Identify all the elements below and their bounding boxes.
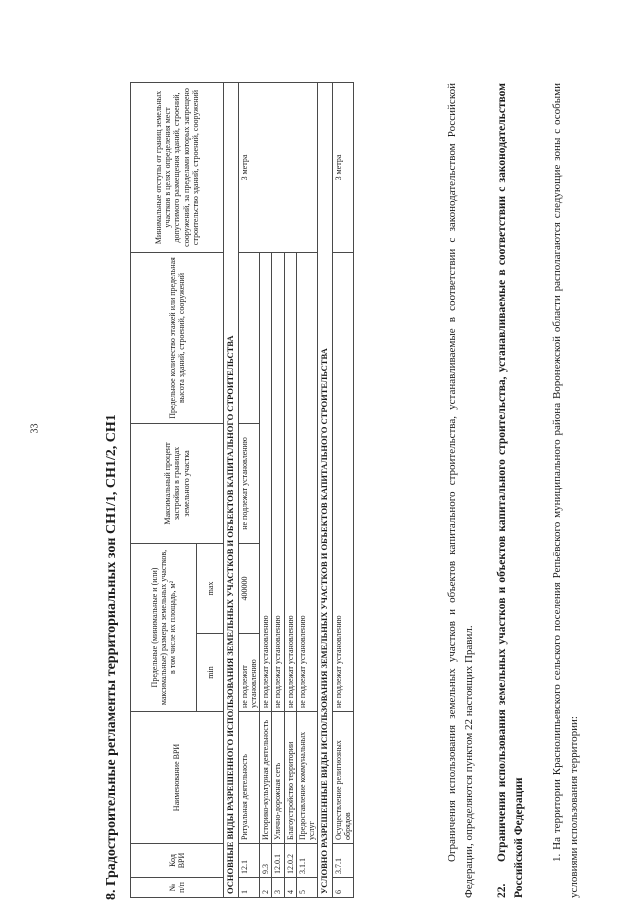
cell-code: 12.1 xyxy=(238,844,259,878)
cell-name: Осуществление религиозных обрядов xyxy=(332,712,353,844)
cell-code: 3.7.1 xyxy=(332,844,353,878)
cell-num: 6 xyxy=(332,878,353,898)
section-row-main xyxy=(224,82,239,897)
section-row-conditional xyxy=(318,82,333,897)
header-row xyxy=(131,82,197,897)
cell-max: 400000 xyxy=(238,543,259,633)
cell-num: 1 xyxy=(238,878,259,898)
cell-name: Ритуальная деятельность xyxy=(238,712,259,844)
cell-name: Предоставление коммунальных услуг xyxy=(296,712,317,844)
section-22-number: 22. xyxy=(496,883,508,898)
cell-merged: не подлежат установлению xyxy=(272,252,284,711)
section-main-label: ОСНОВНЫЕ ВИДЫ РАЗРЕШЕННОГО ИСПОЛЬЗОВАНИЯ ЗЕМЕЛЬНЫХ УЧАСТКОВ И ОБЪЕКТОВ КАПИТАЛЬНОГО СТРОИТЕЛЬСТВА xyxy=(224,82,239,897)
header-code: Код ВРИ xyxy=(131,844,224,878)
cell-merged: не подлежат установлению xyxy=(332,252,353,711)
header-min: min xyxy=(197,634,224,712)
header-floors: Предельное количество этажей или предельная высота зданий, строений, сооружений xyxy=(131,252,224,423)
rotated-page-content xyxy=(104,58,640,908)
section-title: 8. Градостроительные регламенты территориальных зон СН1/1, СН1/2, СН1 xyxy=(104,414,119,900)
paragraph-restrictions: Ограничения использования земельных участков и объектов капитального строительства, устанавливаемые в соответствии с законодательством Российской Федерации, определяются пунктом 22 настоящих Правил. xyxy=(446,83,476,898)
regulations-table xyxy=(130,82,354,898)
cell-setback: 3 метра xyxy=(332,82,353,252)
cell-merged: не подлежат установлению xyxy=(260,252,272,711)
header-coverage: Максимальный процент застройки в границах земельного участка xyxy=(131,423,224,543)
cell-setback: 3 метра xyxy=(238,82,317,252)
header-setback: Минимальные отступы от границ земельных участков в целях определения мест допустимого размещения зданий, строений, сооружений, за пределами которых запрещено строительство зданий, строений, сооружений xyxy=(131,82,224,252)
cell-num: 2 xyxy=(260,878,272,898)
cell-name: Благоустройство территории xyxy=(284,712,296,844)
cell-merged: не подлежат установлению xyxy=(284,252,296,711)
cell-floors xyxy=(238,252,259,423)
cell-min: не подлежит установлению xyxy=(238,634,259,712)
cell-num: 5 xyxy=(296,878,317,898)
table-row xyxy=(332,82,353,897)
header-max: max xyxy=(197,543,224,633)
header-num: № п/п xyxy=(131,878,224,898)
cell-name: Историко-культурная деятельность xyxy=(260,712,272,844)
cell-num: 4 xyxy=(284,878,296,898)
section-22-heading xyxy=(494,83,529,898)
paragraph-zones: 1. На территории Краснолипьевского сельского поселения Репьёвского муниципального района Воронежской области располагаются следующие зоны с особыми условиями использования территории: xyxy=(551,83,581,898)
cell-merged: не подлежат установлению xyxy=(296,252,317,711)
page-number: 33 xyxy=(29,423,41,434)
cell-code: 12.0.1 xyxy=(272,844,284,878)
header-area: Предельные (минимальные и (или) максимальные) размеры земельных участков, в том числе их площадь, м² xyxy=(131,543,197,711)
cell-code: 12.0.2 xyxy=(284,844,296,878)
header-name: Наименование ВРИ xyxy=(131,712,224,844)
cell-coverage: не подлежат установлению xyxy=(238,423,259,543)
cell-name: Улично-дорожная сеть xyxy=(272,712,284,844)
cell-code: 3.1.1 xyxy=(296,844,317,878)
cell-num: 3 xyxy=(272,878,284,898)
table-row xyxy=(238,82,259,897)
section-22-title: Ограничения использования земельных участков и объектов капитального строительства, устанавливаемые в соответствии с законодательством Российской Федерации xyxy=(496,83,526,898)
cell-code: 9.3 xyxy=(260,844,272,878)
section-cond-label: УСЛОВНО РАЗРЕШЕННЫЕ ВИДЫ ИСПОЛЬЗОВАНИЯ ЗЕМЕЛЬНЫХ УЧАСТКОВ И ОБЪЕКТОВ КАПИТАЛЬНОГО СТРОИТЕЛЬСТВА xyxy=(318,82,333,897)
